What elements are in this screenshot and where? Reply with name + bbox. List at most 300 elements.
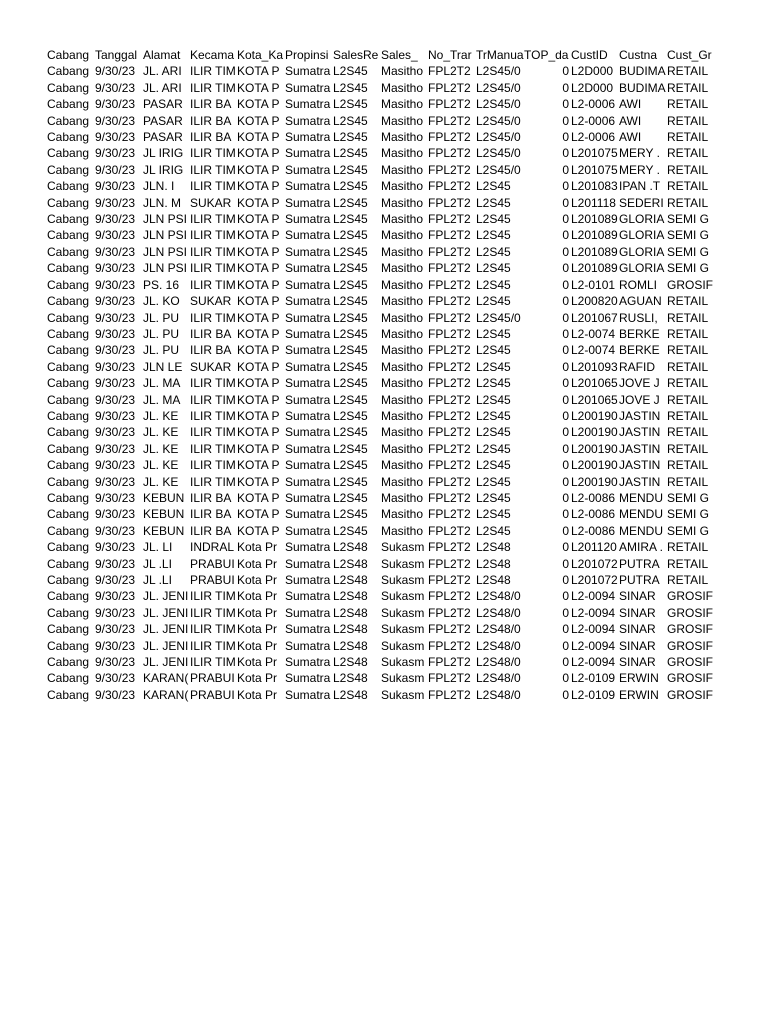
cell-trmanual[interactable]: L2S45 bbox=[476, 376, 511, 391]
cell-sales[interactable]: Sukasm bbox=[381, 638, 425, 653]
cell-cabang[interactable]: Cabang bbox=[47, 655, 90, 670]
cell-sales[interactable]: Masitho bbox=[381, 195, 424, 210]
cell-kota[interactable]: KOTA P bbox=[237, 343, 280, 358]
cell-tanggal[interactable]: 9/30/23 bbox=[95, 605, 136, 620]
cell-tanggal[interactable]: 9/30/23 bbox=[95, 359, 136, 374]
cell-top-days[interactable]: 0 bbox=[562, 80, 569, 95]
cell-alamat[interactable]: JLN PSI bbox=[143, 244, 188, 259]
cell-tanggal[interactable]: 9/30/23 bbox=[95, 556, 136, 571]
cell-custid[interactable]: L2-0006 bbox=[571, 113, 616, 128]
cell-top-days[interactable]: 0 bbox=[562, 343, 569, 358]
cell-sales[interactable]: Sukasm bbox=[381, 573, 425, 587]
cell-custname[interactable]: SINAR bbox=[619, 622, 656, 637]
cell-cabang[interactable]: Cabang bbox=[47, 310, 90, 325]
cell-custname[interactable]: BERKE bbox=[619, 326, 660, 341]
cell-top-days[interactable]: 0 bbox=[562, 130, 569, 145]
cell-sales[interactable]: Masitho bbox=[381, 408, 424, 423]
column-header-custid[interactable]: CustID bbox=[571, 48, 608, 62]
cell-kota[interactable]: KOTA P bbox=[237, 162, 280, 177]
cell-alamat[interactable]: JL. KE bbox=[143, 441, 179, 456]
cell-kecamatan[interactable]: PRABUI bbox=[190, 687, 235, 702]
cell-tanggal[interactable]: 9/30/23 bbox=[95, 655, 136, 670]
cell-custname[interactable]: ERWIN bbox=[619, 687, 659, 702]
cell-salesrep[interactable]: L2S45 bbox=[333, 425, 368, 440]
cell-cabang[interactable]: Cabang bbox=[47, 80, 90, 95]
cell-alamat[interactable]: JL. PU bbox=[143, 326, 180, 341]
cell-cust-group[interactable]: RETAIL bbox=[667, 392, 709, 407]
cell-custid[interactable]: L201089 bbox=[571, 244, 618, 259]
cell-tanggal[interactable]: 9/30/23 bbox=[95, 195, 136, 210]
cell-custname[interactable]: ERWIN bbox=[619, 671, 659, 686]
cell-cabang[interactable]: Cabang bbox=[47, 195, 90, 210]
cell-alamat[interactable]: JL. JENI bbox=[143, 622, 189, 637]
column-header-tanggal[interactable]: Tanggal bbox=[95, 48, 138, 62]
cell-salesrep[interactable]: L2S45 bbox=[333, 195, 368, 210]
cell-top-days[interactable]: 0 bbox=[562, 244, 569, 259]
cell-top-days[interactable]: 0 bbox=[562, 441, 569, 456]
cell-no-trans[interactable]: FPL2T2 bbox=[428, 589, 471, 604]
cell-sales[interactable]: Masitho bbox=[381, 130, 424, 145]
cell-salesrep[interactable]: L2S48 bbox=[333, 622, 368, 637]
cell-cust-group[interactable]: RETAIL bbox=[667, 64, 709, 79]
cell-no-trans[interactable]: FPL2T2 bbox=[428, 474, 471, 489]
cell-cust-group[interactable]: RETAIL bbox=[667, 343, 709, 358]
cell-custid[interactable]: L201065 bbox=[571, 376, 618, 391]
cell-cabang[interactable]: Cabang bbox=[47, 162, 90, 177]
cell-propinsi[interactable]: Sumatra bbox=[285, 474, 331, 489]
cell-custname[interactable]: JOVE J bbox=[619, 392, 660, 407]
cell-custname[interactable]: BUDIMA bbox=[619, 64, 666, 79]
cell-tanggal[interactable]: 9/30/23 bbox=[95, 228, 136, 243]
cell-alamat[interactable]: JL .LI bbox=[143, 573, 172, 587]
cell-top-days[interactable]: 0 bbox=[562, 359, 569, 374]
cell-cust-group[interactable]: RETAIL bbox=[667, 130, 709, 145]
cell-top-days[interactable]: 0 bbox=[562, 556, 569, 571]
cell-no-trans[interactable]: FPL2T2 bbox=[428, 605, 471, 620]
cell-salesrep[interactable]: L2S45 bbox=[333, 130, 368, 145]
cell-alamat[interactable]: JL. KE bbox=[143, 458, 179, 473]
cell-propinsi[interactable]: Sumatra bbox=[285, 573, 331, 587]
cell-trmanual[interactable]: L2S48/0 bbox=[476, 589, 521, 604]
cell-kota[interactable]: Kota Pr bbox=[237, 655, 278, 670]
cell-salesrep[interactable]: L2S45 bbox=[333, 392, 368, 407]
cell-kota[interactable]: Kota Pr bbox=[237, 589, 278, 604]
cell-sales[interactable]: Masitho bbox=[381, 179, 424, 194]
cell-kecamatan[interactable]: PRABUI bbox=[190, 556, 235, 571]
cell-custname[interactable]: SINAR bbox=[619, 655, 656, 670]
cell-propinsi[interactable]: Sumatra bbox=[285, 490, 331, 505]
cell-cabang[interactable]: Cabang bbox=[47, 294, 90, 309]
cell-custid[interactable]: L2-0101 bbox=[571, 277, 616, 292]
cell-alamat[interactable]: JL. ARI bbox=[143, 64, 182, 79]
cell-cabang[interactable]: Cabang bbox=[47, 277, 90, 292]
cell-salesrep[interactable]: L2S48 bbox=[333, 605, 368, 620]
cell-top-days[interactable]: 0 bbox=[562, 310, 569, 325]
cell-salesrep[interactable]: L2S48 bbox=[333, 573, 368, 587]
cell-alamat[interactable]: JL IRIG bbox=[143, 162, 184, 177]
cell-trmanual[interactable]: L2S45 bbox=[476, 441, 511, 456]
cell-propinsi[interactable]: Sumatra bbox=[285, 326, 331, 341]
cell-cust-group[interactable]: RETAIL bbox=[667, 425, 709, 440]
cell-kecamatan[interactable]: ILIR TIM bbox=[190, 408, 236, 423]
cell-trmanual[interactable]: L2S45/0 bbox=[476, 97, 521, 112]
cell-kota[interactable]: KOTA P bbox=[237, 392, 280, 407]
column-header-alamat[interactable]: Alamat bbox=[143, 48, 181, 62]
cell-salesrep[interactable]: L2S45 bbox=[333, 179, 368, 194]
cell-custid[interactable]: L201118 bbox=[571, 195, 616, 210]
cell-kecamatan[interactable]: ILIR TIM bbox=[190, 425, 236, 440]
cell-tanggal[interactable]: 9/30/23 bbox=[95, 261, 136, 276]
cell-no-trans[interactable]: FPL2T2 bbox=[428, 294, 471, 309]
cell-trmanual[interactable]: L2S45 bbox=[476, 458, 511, 473]
column-header-no-trans[interactable]: No_Trar bbox=[428, 48, 472, 62]
cell-top-days[interactable]: 0 bbox=[562, 376, 569, 391]
cell-sales[interactable]: Masitho bbox=[381, 458, 424, 473]
cell-trmanual[interactable]: L2S45/0 bbox=[476, 146, 521, 161]
cell-salesrep[interactable]: L2S45 bbox=[333, 474, 368, 489]
cell-top-days[interactable]: 0 bbox=[562, 146, 569, 161]
cell-custid[interactable]: L2-0006 bbox=[571, 97, 616, 112]
column-header-cust-group[interactable]: Cust_Gr bbox=[667, 48, 712, 62]
cell-tanggal[interactable]: 9/30/23 bbox=[95, 458, 136, 473]
cell-alamat[interactable]: JL. JENI bbox=[143, 589, 189, 604]
cell-custname[interactable]: GLORIA bbox=[619, 212, 665, 227]
cell-kecamatan[interactable]: ILIR TIM bbox=[190, 146, 236, 161]
cell-no-trans[interactable]: FPL2T2 bbox=[428, 573, 471, 587]
cell-alamat[interactable]: JL IRIG bbox=[143, 146, 184, 161]
cell-kota[interactable]: KOTA P bbox=[237, 97, 280, 112]
cell-salesrep[interactable]: L2S45 bbox=[333, 523, 368, 538]
cell-tanggal[interactable]: 9/30/23 bbox=[95, 687, 136, 702]
cell-sales[interactable]: Sukasm bbox=[381, 687, 425, 702]
cell-custid[interactable]: L201120 bbox=[571, 540, 617, 555]
cell-cust-group[interactable]: GROSIF bbox=[667, 687, 714, 702]
cell-cabang[interactable]: Cabang bbox=[47, 540, 90, 555]
cell-custid[interactable]: L201089 bbox=[571, 261, 618, 276]
cell-sales[interactable]: Masitho bbox=[381, 277, 424, 292]
cell-tanggal[interactable]: 9/30/23 bbox=[95, 540, 136, 555]
cell-salesrep[interactable]: L2S45 bbox=[333, 113, 368, 128]
cell-tanggal[interactable]: 9/30/23 bbox=[95, 310, 136, 325]
cell-trmanual[interactable]: L2S45 bbox=[476, 277, 511, 292]
cell-no-trans[interactable]: FPL2T2 bbox=[428, 359, 471, 374]
cell-sales[interactable]: Masitho bbox=[381, 212, 424, 227]
cell-kota[interactable]: KOTA P bbox=[237, 326, 280, 341]
cell-custname[interactable]: MENDU bbox=[619, 523, 663, 538]
cell-sales[interactable]: Masitho bbox=[381, 261, 424, 276]
cell-propinsi[interactable]: Sumatra bbox=[285, 540, 331, 555]
cell-kota[interactable]: KOTA P bbox=[237, 244, 280, 259]
cell-no-trans[interactable]: FPL2T2 bbox=[428, 507, 471, 522]
cell-propinsi[interactable]: Sumatra bbox=[285, 80, 331, 95]
cell-salesrep[interactable]: L2S48 bbox=[333, 687, 368, 702]
cell-trmanual[interactable]: L2S45/0 bbox=[476, 113, 521, 128]
cell-trmanual[interactable]: L2S45/0 bbox=[476, 64, 521, 79]
cell-propinsi[interactable]: Sumatra bbox=[285, 261, 331, 276]
cell-propinsi[interactable]: Sumatra bbox=[285, 130, 331, 145]
cell-kecamatan[interactable]: ILIR TIM bbox=[190, 162, 236, 177]
cell-cust-group[interactable]: RETAIL bbox=[667, 179, 709, 194]
cell-sales[interactable]: Masitho bbox=[381, 425, 424, 440]
cell-sales[interactable]: Masitho bbox=[381, 507, 424, 522]
cell-kota[interactable]: KOTA P bbox=[237, 359, 280, 374]
cell-kecamatan[interactable]: SUKAR bbox=[190, 195, 232, 210]
cell-no-trans[interactable]: FPL2T2 bbox=[428, 97, 471, 112]
cell-salesrep[interactable]: L2S48 bbox=[333, 556, 368, 571]
cell-alamat[interactable]: JLN. M bbox=[143, 195, 182, 210]
cell-cabang[interactable]: Cabang bbox=[47, 622, 90, 637]
cell-kecamatan[interactable]: ILIR BA bbox=[190, 130, 232, 145]
cell-custid[interactable]: L2-0074 bbox=[571, 343, 616, 358]
cell-no-trans[interactable]: FPL2T2 bbox=[428, 556, 471, 571]
cell-top-days[interactable]: 0 bbox=[562, 458, 569, 473]
cell-propinsi[interactable]: Sumatra bbox=[285, 359, 331, 374]
cell-kecamatan[interactable]: ILIR BA bbox=[190, 113, 232, 128]
cell-custid[interactable]: L2D000 bbox=[571, 64, 614, 79]
cell-salesrep[interactable]: L2S45 bbox=[333, 97, 368, 112]
cell-kota[interactable]: KOTA P bbox=[237, 294, 280, 309]
cell-propinsi[interactable]: Sumatra bbox=[285, 523, 331, 538]
cell-cust-group[interactable]: GROSIF bbox=[667, 277, 714, 292]
cell-cabang[interactable]: Cabang bbox=[47, 671, 90, 686]
cell-top-days[interactable]: 0 bbox=[562, 540, 569, 555]
cell-kecamatan[interactable]: ILIR TIM bbox=[190, 228, 236, 243]
cell-sales[interactable]: Masitho bbox=[381, 64, 424, 79]
cell-trmanual[interactable]: L2S45 bbox=[476, 228, 511, 243]
cell-kecamatan[interactable]: ILIR TIM bbox=[190, 441, 236, 456]
cell-kota[interactable]: Kota Pr bbox=[237, 671, 278, 686]
cell-cust-group[interactable]: RETAIL bbox=[667, 376, 709, 391]
cell-salesrep[interactable]: L2S45 bbox=[333, 261, 368, 276]
cell-trmanual[interactable]: L2S45 bbox=[476, 359, 511, 374]
cell-cabang[interactable]: Cabang bbox=[47, 97, 90, 112]
cell-custid[interactable]: L201075 bbox=[571, 146, 618, 161]
cell-custname[interactable]: AGUAN bbox=[619, 294, 662, 309]
cell-propinsi[interactable]: Sumatra bbox=[285, 294, 331, 309]
cell-trmanual[interactable]: L2S48/0 bbox=[476, 605, 521, 620]
cell-cust-group[interactable]: RETAIL bbox=[667, 80, 709, 95]
cell-trmanual[interactable]: L2S45 bbox=[476, 507, 511, 522]
cell-trmanual[interactable]: L2S45 bbox=[476, 212, 511, 227]
cell-tanggal[interactable]: 9/30/23 bbox=[95, 474, 136, 489]
cell-kota[interactable]: Kota Pr bbox=[237, 622, 278, 637]
cell-custname[interactable]: SINAR bbox=[619, 638, 656, 653]
cell-sales[interactable]: Masitho bbox=[381, 310, 424, 325]
cell-top-days[interactable]: 0 bbox=[562, 589, 569, 604]
cell-custid[interactable]: L2-0006 bbox=[571, 130, 616, 145]
cell-cust-group[interactable]: GROSIF bbox=[667, 605, 714, 620]
cell-alamat[interactable]: JLN LE bbox=[143, 359, 183, 374]
cell-cabang[interactable]: Cabang bbox=[47, 326, 90, 341]
cell-propinsi[interactable]: Sumatra bbox=[285, 244, 331, 259]
cell-propinsi[interactable]: Sumatra bbox=[285, 638, 331, 653]
cell-top-days[interactable]: 0 bbox=[562, 408, 569, 423]
cell-propinsi[interactable]: Sumatra bbox=[285, 277, 331, 292]
cell-cust-group[interactable]: GROSIF bbox=[667, 671, 714, 686]
cell-no-trans[interactable]: FPL2T2 bbox=[428, 540, 471, 555]
cell-custname[interactable]: JASTIN bbox=[619, 425, 661, 440]
cell-cabang[interactable]: Cabang bbox=[47, 589, 90, 604]
cell-cabang[interactable]: Cabang bbox=[47, 212, 90, 227]
cell-no-trans[interactable]: FPL2T2 bbox=[428, 80, 471, 95]
cell-salesrep[interactable]: L2S48 bbox=[333, 589, 368, 604]
cell-cust-group[interactable]: RETAIL bbox=[667, 146, 709, 161]
cell-no-trans[interactable]: FPL2T2 bbox=[428, 376, 471, 391]
cell-kota[interactable]: KOTA P bbox=[237, 490, 280, 505]
cell-kota[interactable]: KOTA P bbox=[237, 228, 280, 243]
cell-alamat[interactable]: JL. KE bbox=[143, 408, 179, 423]
column-header-cabang[interactable]: Cabang bbox=[47, 48, 90, 62]
cell-top-days[interactable]: 0 bbox=[562, 97, 569, 112]
cell-no-trans[interactable]: FPL2T2 bbox=[428, 212, 471, 227]
cell-no-trans[interactable]: FPL2T2 bbox=[428, 261, 471, 276]
cell-top-days[interactable]: 0 bbox=[562, 392, 569, 407]
cell-salesrep[interactable]: L2S48 bbox=[333, 671, 368, 686]
cell-alamat[interactable]: KARAN( bbox=[143, 687, 189, 702]
cell-sales[interactable]: Sukasm bbox=[381, 622, 425, 637]
cell-salesrep[interactable]: L2S45 bbox=[333, 212, 368, 227]
cell-kota[interactable]: KOTA P bbox=[237, 441, 280, 456]
cell-cust-group[interactable]: SEMI G bbox=[667, 244, 710, 259]
cell-alamat[interactable]: KEBUN bbox=[143, 523, 185, 538]
cell-tanggal[interactable]: 9/30/23 bbox=[95, 490, 136, 505]
cell-top-days[interactable]: 0 bbox=[562, 64, 569, 79]
cell-top-days[interactable]: 0 bbox=[562, 113, 569, 128]
cell-sales[interactable]: Sukasm bbox=[381, 556, 425, 571]
cell-top-days[interactable]: 0 bbox=[562, 638, 569, 653]
cell-kecamatan[interactable]: SUKAR bbox=[190, 294, 232, 309]
cell-top-days[interactable]: 0 bbox=[562, 162, 569, 177]
cell-no-trans[interactable]: FPL2T2 bbox=[428, 228, 471, 243]
cell-propinsi[interactable]: Sumatra bbox=[285, 622, 331, 637]
cell-cust-group[interactable]: RETAIL bbox=[667, 441, 709, 456]
cell-kecamatan[interactable]: ILIR TIM bbox=[190, 376, 236, 391]
cell-salesrep[interactable]: L2S45 bbox=[333, 146, 368, 161]
cell-sales[interactable]: Masitho bbox=[381, 343, 424, 358]
cell-custname[interactable]: AWI bbox=[619, 130, 642, 145]
cell-sales[interactable]: Masitho bbox=[381, 162, 424, 177]
cell-custname[interactable]: MENDU bbox=[619, 490, 663, 505]
cell-kecamatan[interactable]: ILIR TIM bbox=[190, 392, 236, 407]
cell-kecamatan[interactable]: ILIR TIM bbox=[190, 277, 236, 292]
cell-custid[interactable]: L201083 bbox=[571, 179, 618, 194]
cell-kota[interactable]: KOTA P bbox=[237, 64, 280, 79]
cell-trmanual[interactable]: L2S48 bbox=[476, 573, 511, 587]
cell-top-days[interactable]: 0 bbox=[562, 474, 569, 489]
cell-alamat[interactable]: JL. MA bbox=[143, 392, 181, 407]
cell-propinsi[interactable]: Sumatra bbox=[285, 212, 331, 227]
cell-cust-group[interactable]: RETAIL bbox=[667, 326, 709, 341]
cell-top-days[interactable]: 0 bbox=[562, 507, 569, 522]
cell-custname[interactable]: ROMLI bbox=[619, 277, 658, 292]
cell-propinsi[interactable]: Sumatra bbox=[285, 687, 331, 702]
cell-alamat[interactable]: JLN PSI bbox=[143, 261, 188, 276]
cell-propinsi[interactable]: Sumatra bbox=[285, 64, 331, 79]
cell-tanggal[interactable]: 9/30/23 bbox=[95, 441, 136, 456]
cell-custname[interactable]: AWI bbox=[619, 113, 642, 128]
cell-custid[interactable]: L2-0074 bbox=[571, 326, 616, 341]
cell-alamat[interactable]: PASAR bbox=[143, 130, 183, 145]
cell-alamat[interactable]: JL. MA bbox=[143, 376, 181, 391]
cell-propinsi[interactable]: Sumatra bbox=[285, 228, 331, 243]
cell-custid[interactable]: L2-0094 bbox=[571, 655, 616, 670]
column-header-kecamatan[interactable]: Kecama bbox=[190, 48, 235, 62]
cell-kecamatan[interactable]: ILIR TIM bbox=[190, 310, 236, 325]
cell-top-days[interactable]: 0 bbox=[562, 228, 569, 243]
cell-alamat[interactable]: JL .LI bbox=[143, 556, 172, 571]
cell-salesrep[interactable]: L2S45 bbox=[333, 162, 368, 177]
cell-sales[interactable]: Masitho bbox=[381, 80, 424, 95]
cell-no-trans[interactable]: FPL2T2 bbox=[428, 425, 471, 440]
cell-kota[interactable]: KOTA P bbox=[237, 523, 280, 538]
cell-propinsi[interactable]: Sumatra bbox=[285, 425, 331, 440]
cell-trmanual[interactable]: L2S45/0 bbox=[476, 162, 521, 177]
cell-cabang[interactable]: Cabang bbox=[47, 343, 90, 358]
cell-kecamatan[interactable]: ILIR TIM bbox=[190, 474, 236, 489]
cell-top-days[interactable]: 0 bbox=[562, 212, 569, 227]
cell-custname[interactable]: AMIRA . bbox=[619, 540, 664, 555]
cell-alamat[interactable]: JL. JENI bbox=[143, 605, 189, 620]
cell-kecamatan[interactable]: ILIR BA bbox=[190, 326, 232, 341]
cell-custid[interactable]: L200820 bbox=[571, 294, 618, 309]
cell-tanggal[interactable]: 9/30/23 bbox=[95, 523, 136, 538]
cell-custname[interactable]: AWI bbox=[619, 97, 642, 112]
cell-no-trans[interactable]: FPL2T2 bbox=[428, 146, 471, 161]
cell-no-trans[interactable]: FPL2T2 bbox=[428, 179, 471, 194]
cell-tanggal[interactable]: 9/30/23 bbox=[95, 376, 136, 391]
cell-tanggal[interactable]: 9/30/23 bbox=[95, 408, 136, 423]
cell-kecamatan[interactable]: ILIR BA bbox=[190, 343, 232, 358]
cell-top-days[interactable]: 0 bbox=[562, 605, 569, 620]
cell-propinsi[interactable]: Sumatra bbox=[285, 113, 331, 128]
cell-top-days[interactable]: 0 bbox=[562, 294, 569, 309]
cell-cust-group[interactable]: RETAIL bbox=[667, 97, 709, 112]
cell-trmanual[interactable]: L2S45 bbox=[476, 523, 511, 538]
cell-kecamatan[interactable]: ILIR TIM bbox=[190, 655, 236, 670]
column-header-trmanual[interactable]: TrManua bbox=[476, 48, 524, 62]
cell-kota[interactable]: KOTA P bbox=[237, 458, 280, 473]
cell-custid[interactable]: L2-0086 bbox=[571, 490, 616, 505]
cell-tanggal[interactable]: 9/30/23 bbox=[95, 294, 136, 309]
cell-salesrep[interactable]: L2S45 bbox=[333, 294, 368, 309]
cell-propinsi[interactable]: Sumatra bbox=[285, 556, 331, 571]
cell-sales[interactable]: Sukasm bbox=[381, 605, 425, 620]
cell-custname[interactable]: IPAN .T bbox=[619, 179, 661, 194]
column-header-salesrep[interactable]: SalesRe bbox=[333, 48, 379, 62]
cell-tanggal[interactable]: 9/30/23 bbox=[95, 671, 136, 686]
cell-custname[interactable]: PUTRA bbox=[619, 573, 660, 587]
cell-cabang[interactable]: Cabang bbox=[47, 425, 90, 440]
cell-custname[interactable]: RUSLI, bbox=[619, 310, 658, 325]
cell-sales[interactable]: Masitho bbox=[381, 523, 424, 538]
cell-tanggal[interactable]: 9/30/23 bbox=[95, 97, 136, 112]
cell-alamat[interactable]: JL. JENI bbox=[143, 638, 189, 653]
cell-custname[interactable]: GLORIA bbox=[619, 244, 665, 259]
cell-trmanual[interactable]: L2S45 bbox=[476, 408, 511, 423]
cell-trmanual[interactable]: L2S45/0 bbox=[476, 80, 521, 95]
cell-top-days[interactable]: 0 bbox=[562, 261, 569, 276]
cell-propinsi[interactable]: Sumatra bbox=[285, 589, 331, 604]
cell-sales[interactable]: Masitho bbox=[381, 359, 424, 374]
cell-propinsi[interactable]: Sumatra bbox=[285, 671, 331, 686]
cell-custid[interactable]: L2-0094 bbox=[571, 589, 616, 604]
cell-cabang[interactable]: Cabang bbox=[47, 179, 90, 194]
cell-cabang[interactable]: Cabang bbox=[47, 687, 90, 702]
cell-custid[interactable]: L200190 bbox=[571, 441, 618, 456]
cell-propinsi[interactable]: Sumatra bbox=[285, 605, 331, 620]
cell-sales[interactable]: Masitho bbox=[381, 441, 424, 456]
cell-trmanual[interactable]: L2S45 bbox=[476, 343, 511, 358]
